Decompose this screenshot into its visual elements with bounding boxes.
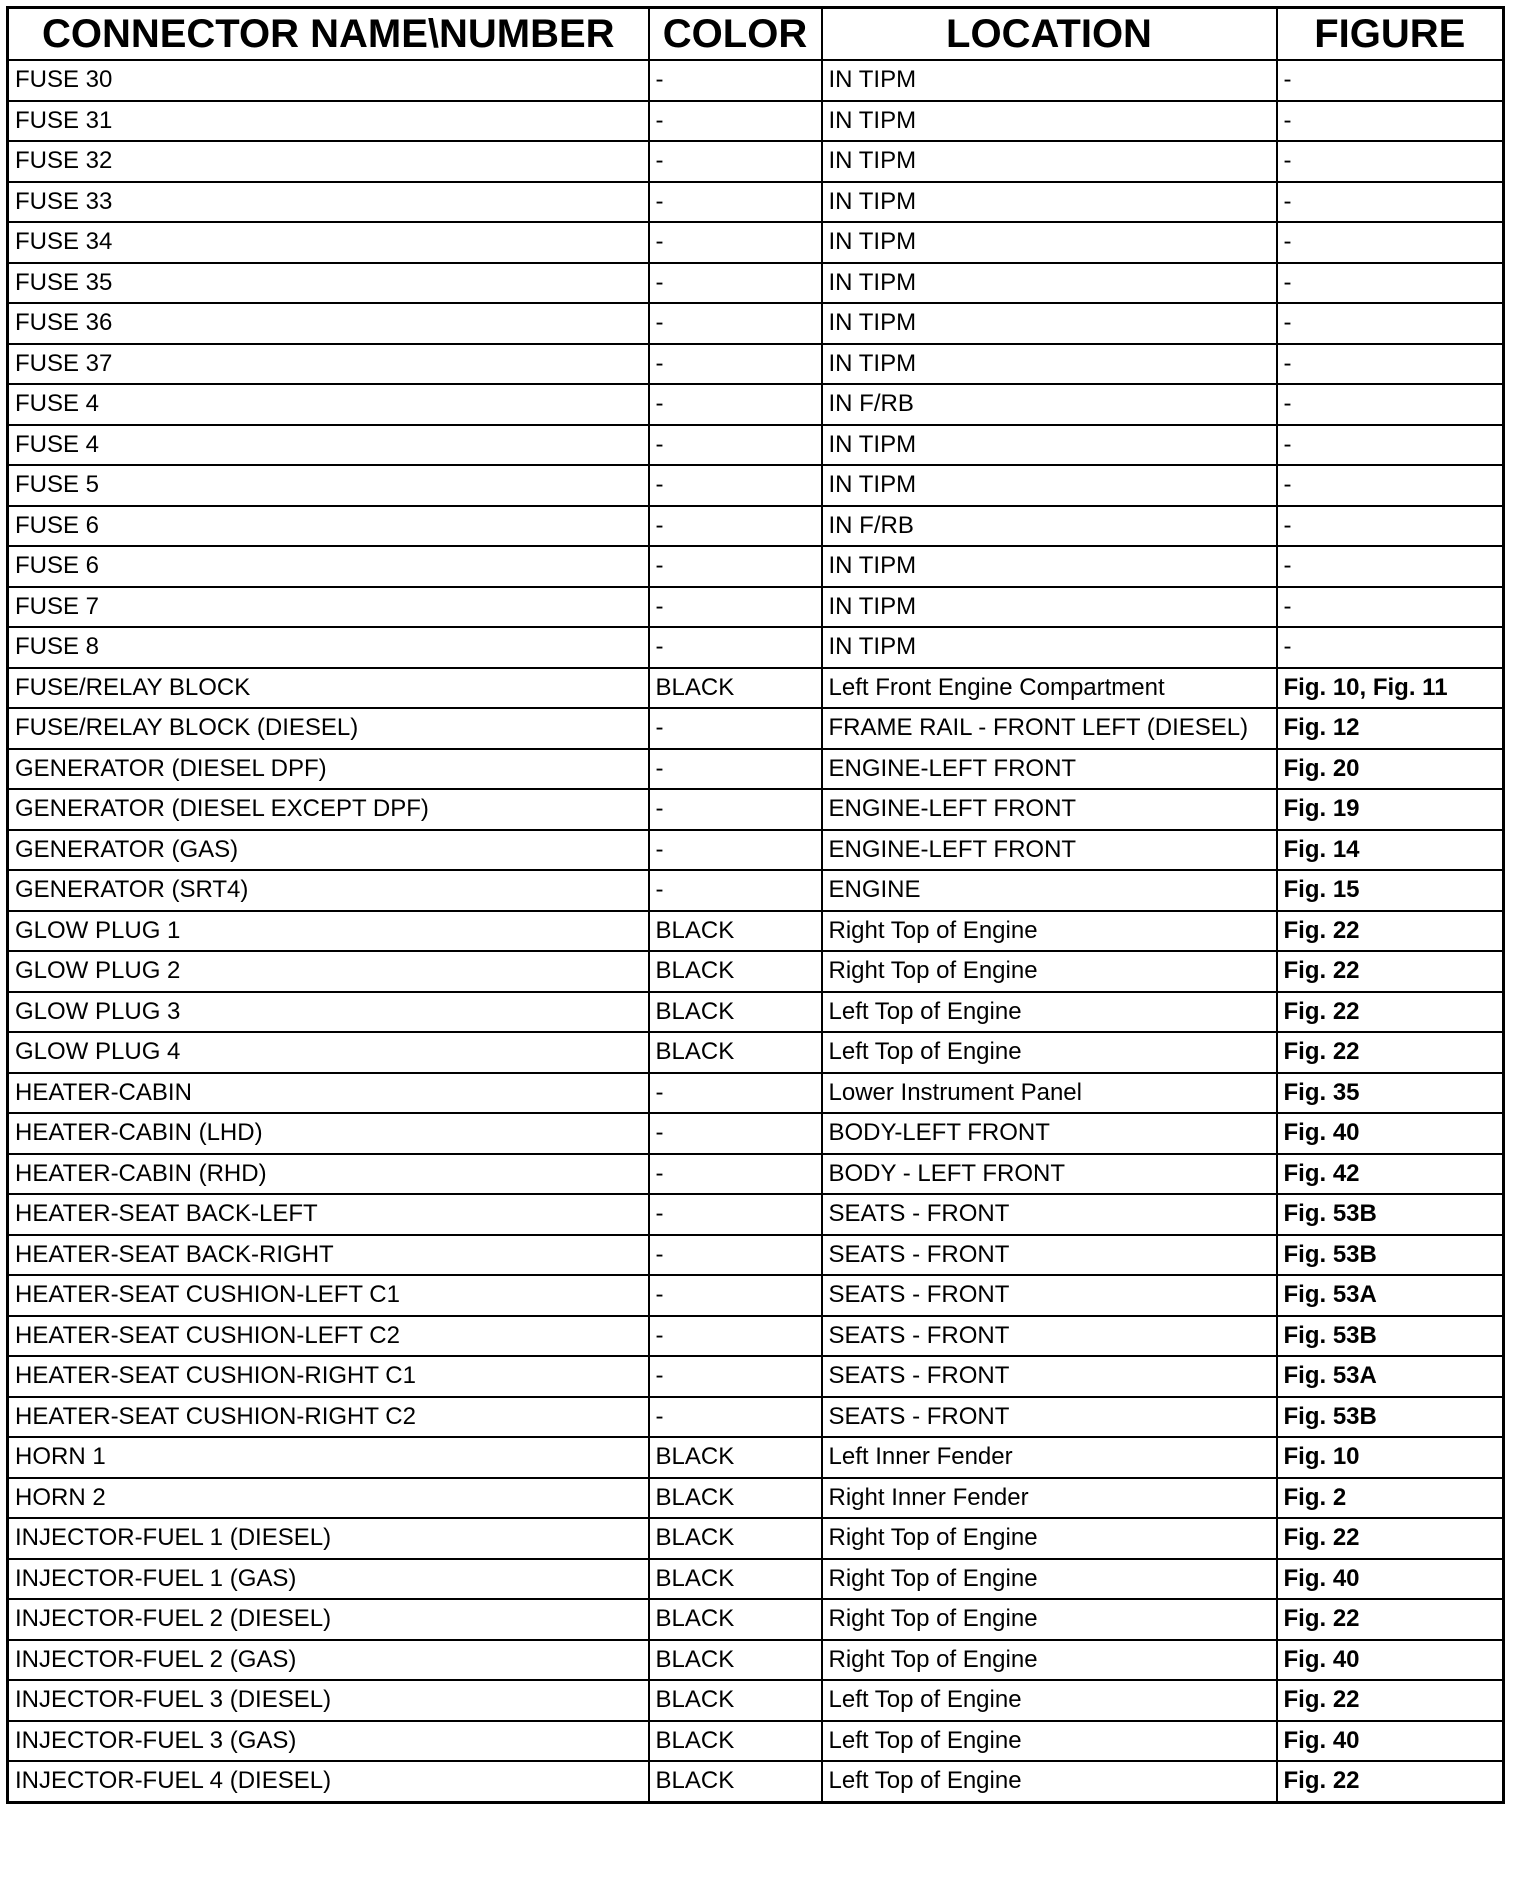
figure-cell: Fig. 20: [1277, 749, 1504, 790]
table-row: [8, 425, 1504, 466]
table-row: [8, 1640, 1504, 1681]
table-row: [8, 1397, 1504, 1438]
color-cell: BLACK: [649, 1478, 822, 1519]
figure-cell: Fig. 53B: [1277, 1235, 1504, 1276]
location-cell: IN TIPM: [822, 141, 1277, 182]
location-cell: Right Top of Engine: [822, 1640, 1277, 1681]
color-cell: BLACK: [649, 1680, 822, 1721]
location-cell: ENGINE-LEFT FRONT: [822, 749, 1277, 790]
table-row: [8, 1599, 1504, 1640]
color-cell: -: [649, 1113, 822, 1154]
figure-cell: -: [1277, 101, 1504, 142]
connector-name-cell: FUSE 4: [8, 425, 649, 466]
color-cell: -: [649, 749, 822, 790]
table-row: [8, 1275, 1504, 1316]
location-cell: ENGINE: [822, 870, 1277, 911]
figure-cell: Fig. 15: [1277, 870, 1504, 911]
connector-name-cell: HEATER-SEAT BACK-RIGHT: [8, 1235, 649, 1276]
connector-name-cell: HEATER-SEAT CUSHION-LEFT C2: [8, 1316, 649, 1357]
figure-cell: -: [1277, 141, 1504, 182]
connector-name-cell: INJECTOR-FUEL 1 (GAS): [8, 1559, 649, 1600]
figure-cell: Fig. 53B: [1277, 1316, 1504, 1357]
connector-name-cell: HORN 1: [8, 1437, 649, 1478]
location-cell: Right Top of Engine: [822, 951, 1277, 992]
location-cell: IN F/RB: [822, 384, 1277, 425]
table-row: [8, 992, 1504, 1033]
location-cell: IN TIPM: [822, 182, 1277, 223]
table-row: [8, 1316, 1504, 1357]
figure-cell: -: [1277, 60, 1504, 101]
connector-name-cell: FUSE/RELAY BLOCK (DIESEL): [8, 708, 649, 749]
location-cell: IN TIPM: [822, 425, 1277, 466]
color-cell: -: [649, 587, 822, 628]
connector-name-cell: HEATER-CABIN (RHD): [8, 1154, 649, 1195]
header-location: LOCATION: [822, 8, 1277, 61]
table-row: [8, 1154, 1504, 1195]
location-cell: SEATS - FRONT: [822, 1194, 1277, 1235]
figure-cell: -: [1277, 222, 1504, 263]
table-row: [8, 1032, 1504, 1073]
location-cell: Left Top of Engine: [822, 1680, 1277, 1721]
location-cell: IN TIPM: [822, 263, 1277, 304]
color-cell: BLACK: [649, 668, 822, 709]
table-row: [8, 263, 1504, 304]
table-row: [8, 1073, 1504, 1114]
color-cell: -: [649, 1194, 822, 1235]
color-cell: BLACK: [649, 1518, 822, 1559]
location-cell: Left Front Engine Compartment: [822, 668, 1277, 709]
location-cell: IN TIPM: [822, 60, 1277, 101]
color-cell: -: [649, 1073, 822, 1114]
table-row: [8, 60, 1504, 101]
figure-cell: Fig. 22: [1277, 911, 1504, 952]
connector-name-cell: FUSE 37: [8, 344, 649, 385]
location-cell: Right Inner Fender: [822, 1478, 1277, 1519]
color-cell: BLACK: [649, 1721, 822, 1762]
table-row: [8, 749, 1504, 790]
table-row: [8, 344, 1504, 385]
connector-table: [6, 6, 1505, 1804]
connector-name-cell: FUSE 6: [8, 506, 649, 547]
color-cell: -: [649, 60, 822, 101]
figure-cell: -: [1277, 587, 1504, 628]
table-row: [8, 789, 1504, 830]
location-cell: Right Top of Engine: [822, 1518, 1277, 1559]
figure-cell: -: [1277, 465, 1504, 506]
connector-name-cell: INJECTOR-FUEL 1 (DIESEL): [8, 1518, 649, 1559]
table-row: [8, 627, 1504, 668]
header-connector: CONNECTOR NAME\NUMBER: [8, 8, 649, 61]
connector-name-cell: FUSE 4: [8, 384, 649, 425]
color-cell: BLACK: [649, 1437, 822, 1478]
table-row: [8, 182, 1504, 223]
figure-cell: Fig. 22: [1277, 1599, 1504, 1640]
table-row: [8, 384, 1504, 425]
connector-name-cell: GLOW PLUG 2: [8, 951, 649, 992]
figure-cell: Fig. 42: [1277, 1154, 1504, 1195]
figure-cell: Fig. 40: [1277, 1113, 1504, 1154]
table-row: [8, 951, 1504, 992]
location-cell: SEATS - FRONT: [822, 1356, 1277, 1397]
figure-cell: Fig. 40: [1277, 1721, 1504, 1762]
connector-name-cell: FUSE 33: [8, 182, 649, 223]
table-row: [8, 546, 1504, 587]
location-cell: Left Inner Fender: [822, 1437, 1277, 1478]
table-row: [8, 141, 1504, 182]
connector-name-cell: FUSE 36: [8, 303, 649, 344]
color-cell: -: [649, 870, 822, 911]
location-cell: SEATS - FRONT: [822, 1397, 1277, 1438]
figure-cell: Fig. 12: [1277, 708, 1504, 749]
connector-name-cell: FUSE 7: [8, 587, 649, 628]
connector-name-cell: GLOW PLUG 3: [8, 992, 649, 1033]
figure-cell: -: [1277, 303, 1504, 344]
table-row: [8, 1559, 1504, 1600]
connector-name-cell: HEATER-SEAT CUSHION-RIGHT C2: [8, 1397, 649, 1438]
color-cell: -: [649, 1275, 822, 1316]
connector-name-cell: INJECTOR-FUEL 2 (DIESEL): [8, 1599, 649, 1640]
location-cell: IN TIPM: [822, 627, 1277, 668]
table-row: [8, 668, 1504, 709]
color-cell: BLACK: [649, 1599, 822, 1640]
location-cell: IN TIPM: [822, 303, 1277, 344]
color-cell: -: [649, 465, 822, 506]
figure-cell: Fig. 35: [1277, 1073, 1504, 1114]
connector-name-cell: GLOW PLUG 1: [8, 911, 649, 952]
table-row: [8, 101, 1504, 142]
connector-name-cell: FUSE 31: [8, 101, 649, 142]
figure-cell: -: [1277, 263, 1504, 304]
table-row: [8, 1113, 1504, 1154]
figure-cell: Fig. 53B: [1277, 1194, 1504, 1235]
figure-cell: Fig. 22: [1277, 1518, 1504, 1559]
figure-cell: Fig. 10, Fig. 11: [1277, 668, 1504, 709]
location-cell: SEATS - FRONT: [822, 1316, 1277, 1357]
figure-cell: -: [1277, 182, 1504, 223]
color-cell: -: [649, 546, 822, 587]
connector-name-cell: INJECTOR-FUEL 3 (GAS): [8, 1721, 649, 1762]
connector-name-cell: FUSE 32: [8, 141, 649, 182]
location-cell: Left Top of Engine: [822, 1761, 1277, 1802]
color-cell: -: [649, 141, 822, 182]
location-cell: BODY-LEFT FRONT: [822, 1113, 1277, 1154]
color-cell: -: [649, 222, 822, 263]
color-cell: BLACK: [649, 1559, 822, 1600]
connector-name-cell: HEATER-CABIN (LHD): [8, 1113, 649, 1154]
location-cell: IN TIPM: [822, 344, 1277, 385]
location-cell: Left Top of Engine: [822, 992, 1277, 1033]
location-cell: Left Top of Engine: [822, 1032, 1277, 1073]
location-cell: IN F/RB: [822, 506, 1277, 547]
color-cell: -: [649, 1235, 822, 1276]
table-row: [8, 465, 1504, 506]
color-cell: -: [649, 263, 822, 304]
location-cell: ENGINE-LEFT FRONT: [822, 830, 1277, 871]
location-cell: Right Top of Engine: [822, 1559, 1277, 1600]
color-cell: BLACK: [649, 1640, 822, 1681]
table-row: [8, 506, 1504, 547]
figure-cell: Fig. 53B: [1277, 1397, 1504, 1438]
location-cell: IN TIPM: [822, 465, 1277, 506]
figure-cell: -: [1277, 384, 1504, 425]
table-row: [8, 222, 1504, 263]
figure-cell: Fig. 14: [1277, 830, 1504, 871]
table-row: [8, 870, 1504, 911]
connector-name-cell: HEATER-SEAT CUSHION-LEFT C1: [8, 1275, 649, 1316]
figure-cell: Fig. 19: [1277, 789, 1504, 830]
connector-name-cell: FUSE 30: [8, 60, 649, 101]
location-cell: SEATS - FRONT: [822, 1275, 1277, 1316]
location-cell: Right Top of Engine: [822, 1599, 1277, 1640]
color-cell: BLACK: [649, 1761, 822, 1802]
connector-name-cell: GENERATOR (DIESEL DPF): [8, 749, 649, 790]
connector-name-cell: FUSE 5: [8, 465, 649, 506]
table-header-row: [8, 8, 1504, 61]
table-row: [8, 830, 1504, 871]
color-cell: -: [649, 627, 822, 668]
connector-name-cell: FUSE 8: [8, 627, 649, 668]
color-cell: -: [649, 182, 822, 223]
header-figure: FIGURE: [1277, 8, 1504, 61]
figure-cell: -: [1277, 627, 1504, 668]
location-cell: ENGINE-LEFT FRONT: [822, 789, 1277, 830]
connector-name-cell: GENERATOR (GAS): [8, 830, 649, 871]
figure-cell: Fig. 53A: [1277, 1275, 1504, 1316]
figure-cell: Fig. 10: [1277, 1437, 1504, 1478]
table-row: [8, 708, 1504, 749]
figure-cell: Fig. 40: [1277, 1559, 1504, 1600]
color-cell: -: [649, 303, 822, 344]
location-cell: IN TIPM: [822, 222, 1277, 263]
table-row: [8, 1721, 1504, 1762]
table-row: [8, 1478, 1504, 1519]
header-color: COLOR: [649, 8, 822, 61]
table-row: [8, 587, 1504, 628]
table-row: [8, 1235, 1504, 1276]
connector-name-cell: HORN 2: [8, 1478, 649, 1519]
location-cell: BODY - LEFT FRONT: [822, 1154, 1277, 1195]
figure-cell: Fig. 22: [1277, 1032, 1504, 1073]
location-cell: IN TIPM: [822, 546, 1277, 587]
table-row: [8, 1680, 1504, 1721]
table-row: [8, 303, 1504, 344]
color-cell: -: [649, 789, 822, 830]
table-row: [8, 1761, 1504, 1802]
figure-cell: Fig. 2: [1277, 1478, 1504, 1519]
connector-name-cell: HEATER-SEAT BACK-LEFT: [8, 1194, 649, 1235]
connector-name-cell: HEATER-SEAT CUSHION-RIGHT C1: [8, 1356, 649, 1397]
color-cell: BLACK: [649, 992, 822, 1033]
connector-name-cell: HEATER-CABIN: [8, 1073, 649, 1114]
color-cell: -: [649, 344, 822, 385]
connector-name-cell: INJECTOR-FUEL 2 (GAS): [8, 1640, 649, 1681]
table-row: [8, 1356, 1504, 1397]
connector-name-cell: GENERATOR (DIESEL EXCEPT DPF): [8, 789, 649, 830]
color-cell: -: [649, 425, 822, 466]
figure-cell: -: [1277, 546, 1504, 587]
color-cell: -: [649, 101, 822, 142]
color-cell: -: [649, 506, 822, 547]
color-cell: BLACK: [649, 951, 822, 992]
figure-cell: -: [1277, 506, 1504, 547]
connector-name-cell: FUSE 34: [8, 222, 649, 263]
location-cell: FRAME RAIL - FRONT LEFT (DIESEL): [822, 708, 1277, 749]
table-row: [8, 1518, 1504, 1559]
table-row: [8, 911, 1504, 952]
table-row: [8, 1437, 1504, 1478]
color-cell: -: [649, 384, 822, 425]
figure-cell: Fig. 53A: [1277, 1356, 1504, 1397]
figure-cell: Fig. 22: [1277, 992, 1504, 1033]
color-cell: -: [649, 1397, 822, 1438]
figure-cell: -: [1277, 425, 1504, 466]
figure-cell: Fig. 40: [1277, 1640, 1504, 1681]
color-cell: -: [649, 1316, 822, 1357]
figure-cell: -: [1277, 344, 1504, 385]
figure-cell: Fig. 22: [1277, 1680, 1504, 1721]
color-cell: BLACK: [649, 1032, 822, 1073]
figure-cell: Fig. 22: [1277, 1761, 1504, 1802]
connector-name-cell: GENERATOR (SRT4): [8, 870, 649, 911]
table-row: [8, 1194, 1504, 1235]
color-cell: -: [649, 1154, 822, 1195]
color-cell: -: [649, 1356, 822, 1397]
location-cell: Left Top of Engine: [822, 1721, 1277, 1762]
connector-name-cell: INJECTOR-FUEL 4 (DIESEL): [8, 1761, 649, 1802]
table-body: [8, 60, 1504, 1802]
connector-name-cell: FUSE 6: [8, 546, 649, 587]
color-cell: BLACK: [649, 911, 822, 952]
connector-name-cell: INJECTOR-FUEL 3 (DIESEL): [8, 1680, 649, 1721]
connector-name-cell: FUSE/RELAY BLOCK: [8, 668, 649, 709]
location-cell: SEATS - FRONT: [822, 1235, 1277, 1276]
figure-cell: Fig. 22: [1277, 951, 1504, 992]
color-cell: -: [649, 708, 822, 749]
connector-name-cell: FUSE 35: [8, 263, 649, 304]
location-cell: IN TIPM: [822, 587, 1277, 628]
color-cell: -: [649, 830, 822, 871]
location-cell: IN TIPM: [822, 101, 1277, 142]
location-cell: Lower Instrument Panel: [822, 1073, 1277, 1114]
connector-name-cell: GLOW PLUG 4: [8, 1032, 649, 1073]
location-cell: Right Top of Engine: [822, 911, 1277, 952]
